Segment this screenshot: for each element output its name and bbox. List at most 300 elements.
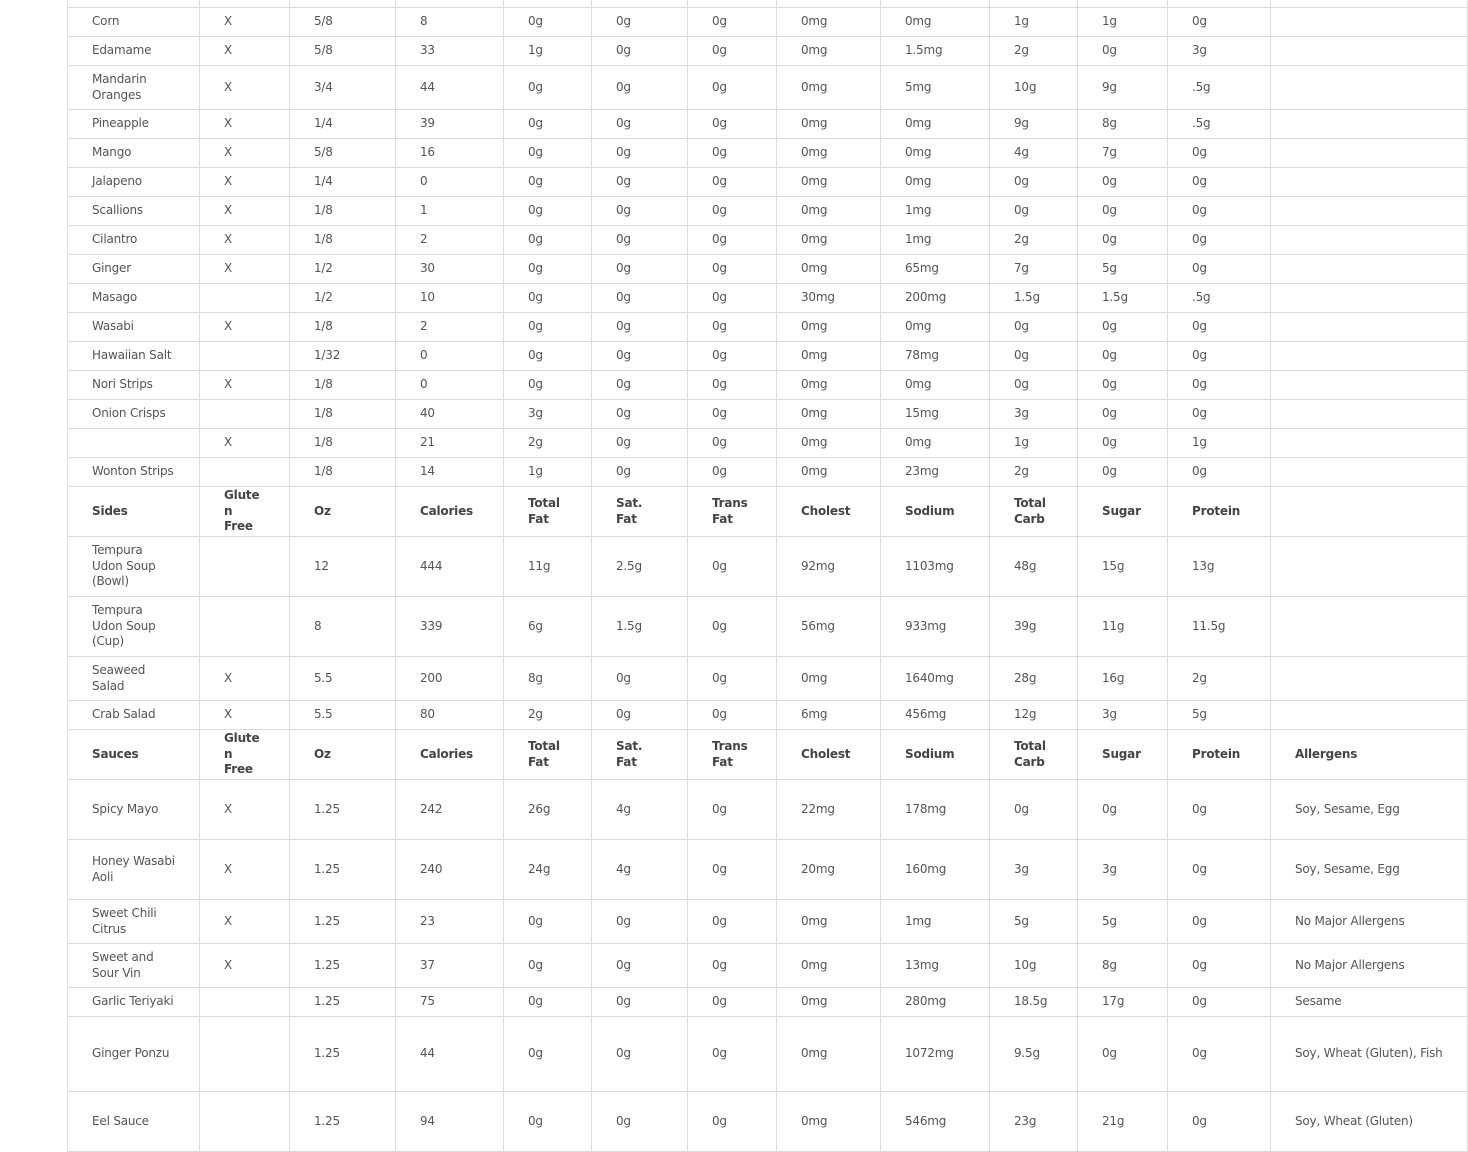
sat-fat-cell: 0g xyxy=(592,1092,688,1152)
gluten-free-cell xyxy=(200,342,290,371)
table-row xyxy=(68,597,1468,657)
cholesterol-cell: 30mg xyxy=(777,284,881,313)
total-carb-cell: 1g xyxy=(990,429,1078,458)
table-row xyxy=(68,313,1468,342)
item-name-cell: Nori Strips xyxy=(68,371,200,400)
table-row xyxy=(68,1017,1468,1092)
trans-fat-cell: 0g xyxy=(688,168,777,197)
sugar-cell: 0g xyxy=(1078,458,1168,487)
item-name-cell: Ginger Ponzu xyxy=(68,1017,200,1092)
sugar-cell: 0g xyxy=(1078,429,1168,458)
allergens-cell: Soy, Sesame, Egg xyxy=(1271,780,1468,840)
sugar-cell: 8g xyxy=(1078,110,1168,139)
calories-cell: 40 xyxy=(396,400,504,429)
trans-fat-cell: 0g xyxy=(688,840,777,900)
allergens-cell: Sesame xyxy=(1271,988,1468,1017)
cholesterol-cell: 0mg xyxy=(777,110,881,139)
trans-fat-cell: 0g xyxy=(688,537,777,597)
sugar-cell: 9g xyxy=(1078,66,1168,110)
total-fat-cell: 26g xyxy=(504,780,592,840)
trans-fat-cell: 0g xyxy=(688,342,777,371)
oz-cell: 1/2 xyxy=(290,284,396,313)
total-carb-cell: 2g xyxy=(990,37,1078,66)
trans-fat-cell: 0g xyxy=(688,371,777,400)
total-fat-cell: 0g xyxy=(504,313,592,342)
allergens-cell xyxy=(1271,8,1468,37)
oz-cell: 1.25 xyxy=(290,944,396,988)
cholesterol-cell: 0mg xyxy=(777,1092,881,1152)
sat-fat-cell: 1.5g xyxy=(592,597,688,657)
table-row xyxy=(68,537,1468,597)
sat-fat-cell: 0g xyxy=(592,255,688,284)
protein-cell: 13g xyxy=(1168,537,1271,597)
oz-cell: 1/8 xyxy=(290,313,396,342)
allergens-cell xyxy=(1271,255,1468,284)
sodium-cell: 0mg xyxy=(881,371,990,400)
cholesterol-cell: 22mg xyxy=(777,780,881,840)
item-name-cell: Crab Salad xyxy=(68,701,200,730)
total-carb-cell: 0g xyxy=(990,342,1078,371)
trans-fat-cell: 0g xyxy=(688,66,777,110)
sat-fat-cell: 0g xyxy=(592,66,688,110)
sugar-cell xyxy=(1078,0,1168,8)
calories-cell xyxy=(396,0,504,8)
sodium-cell: 1.5mg xyxy=(881,37,990,66)
oz-cell: 3/4 xyxy=(290,66,396,110)
oz-cell: 1/32 xyxy=(290,342,396,371)
cholesterol-cell: 0mg xyxy=(777,458,881,487)
sodium-cell: 5mg xyxy=(881,66,990,110)
sugar-cell: 1g xyxy=(1078,8,1168,37)
gluten-free-cell: X xyxy=(200,255,290,284)
table-row xyxy=(68,197,1468,226)
protein-cell: 0g xyxy=(1168,342,1271,371)
sodium-cell: 1mg xyxy=(881,226,990,255)
item-name-cell: Tempura Udon Soup (Cup) xyxy=(68,597,200,657)
gluten-free-cell: X xyxy=(200,37,290,66)
calories-cell: 10 xyxy=(396,284,504,313)
oz-cell: 1/8 xyxy=(290,429,396,458)
gluten-free-cell xyxy=(200,0,290,8)
total-carb-cell: 10g xyxy=(990,66,1078,110)
sugar-cell: 0g xyxy=(1078,342,1168,371)
nutrition-table-wrapper xyxy=(67,0,1467,1152)
sodium-cell: 78mg xyxy=(881,342,990,371)
cholesterol-cell: 0mg xyxy=(777,37,881,66)
protein-cell: 0g xyxy=(1168,944,1271,988)
cholesterol-cell: 0mg xyxy=(777,988,881,1017)
total-fat-cell: 0g xyxy=(504,988,592,1017)
nutrition-table xyxy=(67,0,1468,1152)
total-carb-cell: 7g xyxy=(990,255,1078,284)
protein-cell: 0g xyxy=(1168,197,1271,226)
item-name-cell: Sweet Chili Citrus xyxy=(68,900,200,944)
cholesterol-cell: 0mg xyxy=(777,429,881,458)
protein-cell: 0g xyxy=(1168,400,1271,429)
table-row xyxy=(68,66,1468,110)
sugar-cell: 0g xyxy=(1078,400,1168,429)
trans-fat-cell: 0g xyxy=(688,139,777,168)
sugar-cell: 0g xyxy=(1078,226,1168,255)
total-carb-cell: 3g xyxy=(990,840,1078,900)
item-name-cell xyxy=(68,0,200,8)
cholesterol-cell: 0mg xyxy=(777,139,881,168)
trans-fat-cell: 0g xyxy=(688,701,777,730)
item-name-cell: Garlic Teriyaki xyxy=(68,988,200,1017)
oz-cell: 1/2 xyxy=(290,255,396,284)
oz-cell: 5.5 xyxy=(290,657,396,701)
sat-fat-cell: 0g xyxy=(592,342,688,371)
sugar-cell: 3g xyxy=(1078,840,1168,900)
protein-cell: 0g xyxy=(1168,8,1271,37)
item-name-cell: Wonton Strips xyxy=(68,458,200,487)
item-name-cell: Honey Wasabi Aoli xyxy=(68,840,200,900)
column-header-allergens xyxy=(1271,487,1468,537)
sat-fat-cell: 0g xyxy=(592,944,688,988)
calories-cell: 21 xyxy=(396,429,504,458)
item-name-cell: Spicy Mayo xyxy=(68,780,200,840)
sat-fat-cell: 0g xyxy=(592,226,688,255)
total-carb-cell: 4g xyxy=(990,139,1078,168)
sat-fat-cell: 0g xyxy=(592,168,688,197)
trans-fat-cell: 0g xyxy=(688,284,777,313)
total-carb-cell: 0g xyxy=(990,168,1078,197)
sodium-cell: 933mg xyxy=(881,597,990,657)
sugar-cell: 3g xyxy=(1078,701,1168,730)
total-fat-cell: 0g xyxy=(504,168,592,197)
calories-cell: 16 xyxy=(396,139,504,168)
protein-cell: 0g xyxy=(1168,988,1271,1017)
column-header-protein: Protein xyxy=(1168,730,1271,780)
table-row xyxy=(68,342,1468,371)
item-name-cell: Wasabi xyxy=(68,313,200,342)
cholesterol-cell: 0mg xyxy=(777,400,881,429)
oz-cell: 1.25 xyxy=(290,1017,396,1092)
protein-cell: .5g xyxy=(1168,284,1271,313)
cholesterol-cell: 0mg xyxy=(777,197,881,226)
sugar-cell: 21g xyxy=(1078,1092,1168,1152)
total-carb-cell xyxy=(990,0,1078,8)
protein-cell: 0g xyxy=(1168,226,1271,255)
sugar-cell: 8g xyxy=(1078,944,1168,988)
trans-fat-cell: 0g xyxy=(688,37,777,66)
calories-cell: 2 xyxy=(396,226,504,255)
sodium-cell: 280mg xyxy=(881,988,990,1017)
sugar-cell: 5g xyxy=(1078,255,1168,284)
sodium-cell: 13mg xyxy=(881,944,990,988)
total-fat-cell: 0g xyxy=(504,255,592,284)
gluten-free-cell: X xyxy=(200,197,290,226)
sat-fat-cell: 2.5g xyxy=(592,537,688,597)
protein-cell: 0g xyxy=(1168,458,1271,487)
trans-fat-cell: 0g xyxy=(688,110,777,139)
total-fat-cell: 1g xyxy=(504,458,592,487)
sodium-cell: 1mg xyxy=(881,197,990,226)
sodium-cell: 0mg xyxy=(881,110,990,139)
total-fat-cell xyxy=(504,0,592,8)
oz-cell: 1.25 xyxy=(290,1092,396,1152)
sugar-cell: 0g xyxy=(1078,371,1168,400)
item-name-cell: Mandarin Oranges xyxy=(68,66,200,110)
column-header-protein: Protein xyxy=(1168,487,1271,537)
cholesterol-cell: 0mg xyxy=(777,226,881,255)
total-carb-cell: 48g xyxy=(990,537,1078,597)
column-header-trans-fat: Trans Fat xyxy=(688,730,777,780)
cholesterol-cell: 56mg xyxy=(777,597,881,657)
total-carb-cell: 1g xyxy=(990,8,1078,37)
sodium-cell: 178mg xyxy=(881,780,990,840)
gluten-free-cell xyxy=(200,458,290,487)
allergens-cell xyxy=(1271,110,1468,139)
sodium-cell: 1103mg xyxy=(881,537,990,597)
gluten-free-cell: X xyxy=(200,8,290,37)
column-header-item-name: Sauces xyxy=(68,730,200,780)
trans-fat-cell: 0g xyxy=(688,944,777,988)
column-header-cholesterol: Cholest xyxy=(777,730,881,780)
item-name-cell: Seaweed Salad xyxy=(68,657,200,701)
total-fat-cell: 0g xyxy=(504,1017,592,1092)
gluten-free-cell: X xyxy=(200,657,290,701)
cholesterol-cell: 0mg xyxy=(777,8,881,37)
total-fat-cell: 0g xyxy=(504,110,592,139)
calories-cell: 39 xyxy=(396,110,504,139)
sugar-cell: 7g xyxy=(1078,139,1168,168)
gluten-free-cell xyxy=(200,537,290,597)
total-carb-cell: 39g xyxy=(990,597,1078,657)
sodium-cell: 200mg xyxy=(881,284,990,313)
item-name-cell: Cilantro xyxy=(68,226,200,255)
table-row xyxy=(68,458,1468,487)
cholesterol-cell: 0mg xyxy=(777,313,881,342)
oz-cell: 1/4 xyxy=(290,168,396,197)
protein-cell: 0g xyxy=(1168,900,1271,944)
cholesterol-cell: 0mg xyxy=(777,255,881,284)
total-carb-cell: 5g xyxy=(990,900,1078,944)
column-header-total-fat: Total Fat xyxy=(504,730,592,780)
gluten-free-cell xyxy=(200,597,290,657)
item-name-cell: Masago xyxy=(68,284,200,313)
column-header-sodium: Sodium xyxy=(881,487,990,537)
item-name-cell: Pineapple xyxy=(68,110,200,139)
gluten-free-cell: X xyxy=(200,313,290,342)
column-header-oz: Oz xyxy=(290,730,396,780)
protein-cell: 0g xyxy=(1168,1017,1271,1092)
gluten-free-cell: X xyxy=(200,168,290,197)
protein-cell: 3g xyxy=(1168,37,1271,66)
sugar-cell: 0g xyxy=(1078,168,1168,197)
table-row xyxy=(68,944,1468,988)
cholesterol-cell: 0mg xyxy=(777,371,881,400)
item-name-cell: Scallions xyxy=(68,197,200,226)
gluten-free-cell: X xyxy=(200,66,290,110)
sat-fat-cell: 0g xyxy=(592,313,688,342)
table-row xyxy=(68,110,1468,139)
protein-cell: 0g xyxy=(1168,139,1271,168)
total-carb-cell: 3g xyxy=(990,400,1078,429)
total-fat-cell: 0g xyxy=(504,139,592,168)
protein-cell xyxy=(1168,0,1271,8)
sat-fat-cell: 0g xyxy=(592,988,688,1017)
column-header-calories: Calories xyxy=(396,730,504,780)
gluten-free-cell: X xyxy=(200,110,290,139)
sodium-cell: 1072mg xyxy=(881,1017,990,1092)
table-row xyxy=(68,900,1468,944)
sodium-cell: 0mg xyxy=(881,168,990,197)
sat-fat-cell xyxy=(592,0,688,8)
sat-fat-cell: 0g xyxy=(592,139,688,168)
trans-fat-cell: 0g xyxy=(688,657,777,701)
calories-cell: 23 xyxy=(396,900,504,944)
total-fat-cell: 2g xyxy=(504,701,592,730)
total-carb-cell: 12g xyxy=(990,701,1078,730)
gluten-free-cell: X xyxy=(200,139,290,168)
oz-cell: 1.25 xyxy=(290,780,396,840)
trans-fat-cell: 0g xyxy=(688,900,777,944)
total-carb-cell: 28g xyxy=(990,657,1078,701)
cholesterol-cell: 0mg xyxy=(777,66,881,110)
protein-cell: 1g xyxy=(1168,429,1271,458)
table-row xyxy=(68,840,1468,900)
total-fat-cell: 11g xyxy=(504,537,592,597)
gluten-free-cell: X xyxy=(200,226,290,255)
table-row xyxy=(68,780,1468,840)
allergens-cell xyxy=(1271,458,1468,487)
protein-cell: 2g xyxy=(1168,657,1271,701)
oz-cell: 1.25 xyxy=(290,988,396,1017)
item-name-cell: Eel Sauce xyxy=(68,1092,200,1152)
sugar-cell: 0g xyxy=(1078,197,1168,226)
sat-fat-cell: 0g xyxy=(592,371,688,400)
sugar-cell: 0g xyxy=(1078,313,1168,342)
column-header-item-name: Sides xyxy=(68,487,200,537)
allergens-cell: Soy, Sesame, Egg xyxy=(1271,840,1468,900)
table-row xyxy=(68,657,1468,701)
oz-cell: 5.5 xyxy=(290,701,396,730)
total-fat-cell: 6g xyxy=(504,597,592,657)
total-fat-cell: 0g xyxy=(504,226,592,255)
calories-cell: 2 xyxy=(396,313,504,342)
calories-cell: 75 xyxy=(396,988,504,1017)
section-header-row xyxy=(68,730,1468,780)
allergens-cell xyxy=(1271,657,1468,701)
trans-fat-cell: 0g xyxy=(688,8,777,37)
allergens-cell xyxy=(1271,701,1468,730)
sodium-cell: 0mg xyxy=(881,429,990,458)
protein-cell: 5g xyxy=(1168,701,1271,730)
column-header-total-fat: Total Fat xyxy=(504,487,592,537)
trans-fat-cell: 0g xyxy=(688,255,777,284)
calories-cell: 242 xyxy=(396,780,504,840)
total-fat-cell: 0g xyxy=(504,1092,592,1152)
total-fat-cell: 8g xyxy=(504,657,592,701)
table-row xyxy=(68,988,1468,1017)
item-name-cell: Ginger xyxy=(68,255,200,284)
table-row xyxy=(68,1092,1468,1152)
sugar-cell: 5g xyxy=(1078,900,1168,944)
allergens-cell xyxy=(1271,313,1468,342)
item-name-cell: Hawaiian Salt xyxy=(68,342,200,371)
column-header-total-carb: Total Carb xyxy=(990,487,1078,537)
sat-fat-cell: 0g xyxy=(592,284,688,313)
sugar-cell: 17g xyxy=(1078,988,1168,1017)
sat-fat-cell: 0g xyxy=(592,429,688,458)
column-header-cholesterol: Cholest xyxy=(777,487,881,537)
total-fat-cell: 0g xyxy=(504,371,592,400)
gluten-free-cell xyxy=(200,1092,290,1152)
table-row xyxy=(68,255,1468,284)
sat-fat-cell: 0g xyxy=(592,110,688,139)
allergens-cell xyxy=(1271,66,1468,110)
sodium-cell: 15mg xyxy=(881,400,990,429)
table-row xyxy=(68,37,1468,66)
total-fat-cell: 0g xyxy=(504,900,592,944)
table-row xyxy=(68,0,1468,8)
item-name-cell: Mango xyxy=(68,139,200,168)
table-row xyxy=(68,168,1468,197)
calories-cell: 8 xyxy=(396,8,504,37)
column-header-gluten-free: Gluten Free xyxy=(200,487,290,537)
gluten-free-cell: X xyxy=(200,780,290,840)
calories-cell: 0 xyxy=(396,168,504,197)
sodium-cell: 0mg xyxy=(881,313,990,342)
gluten-free-cell xyxy=(200,284,290,313)
total-carb-cell: 18.5g xyxy=(990,988,1078,1017)
sodium-cell xyxy=(881,0,990,8)
calories-cell: 44 xyxy=(396,1017,504,1092)
table-row xyxy=(68,139,1468,168)
total-carb-cell: 9g xyxy=(990,110,1078,139)
protein-cell: 0g xyxy=(1168,313,1271,342)
allergens-cell xyxy=(1271,429,1468,458)
trans-fat-cell: 0g xyxy=(688,197,777,226)
total-fat-cell: 1g xyxy=(504,37,592,66)
allergens-cell xyxy=(1271,400,1468,429)
calories-cell: 0 xyxy=(396,342,504,371)
cholesterol-cell: 6mg xyxy=(777,701,881,730)
sat-fat-cell: 0g xyxy=(592,657,688,701)
trans-fat-cell: 0g xyxy=(688,226,777,255)
column-header-gluten-free: Gluten Free xyxy=(200,730,290,780)
cholesterol-cell: 92mg xyxy=(777,537,881,597)
total-carb-cell: 10g xyxy=(990,944,1078,988)
total-fat-cell: 24g xyxy=(504,840,592,900)
allergens-cell xyxy=(1271,342,1468,371)
column-header-allergens: Allergens xyxy=(1271,730,1468,780)
total-fat-cell: 0g xyxy=(504,944,592,988)
section-header-row xyxy=(68,487,1468,537)
calories-cell: 80 xyxy=(396,701,504,730)
sat-fat-cell: 0g xyxy=(592,8,688,37)
calories-cell: 1 xyxy=(396,197,504,226)
sodium-cell: 546mg xyxy=(881,1092,990,1152)
sugar-cell: 15g xyxy=(1078,537,1168,597)
sugar-cell: 0g xyxy=(1078,1017,1168,1092)
column-header-trans-fat: Trans Fat xyxy=(688,487,777,537)
cholesterol-cell: 20mg xyxy=(777,840,881,900)
gluten-free-cell: X xyxy=(200,900,290,944)
allergens-cell xyxy=(1271,226,1468,255)
cholesterol-cell: 0mg xyxy=(777,342,881,371)
allergens-cell: Soy, Wheat (Gluten) xyxy=(1271,1092,1468,1152)
sat-fat-cell: 0g xyxy=(592,400,688,429)
sat-fat-cell: 0g xyxy=(592,701,688,730)
allergens-cell xyxy=(1271,139,1468,168)
protein-cell: .5g xyxy=(1168,66,1271,110)
oz-cell: 1/4 xyxy=(290,110,396,139)
protein-cell: .5g xyxy=(1168,110,1271,139)
trans-fat-cell: 0g xyxy=(688,597,777,657)
item-name-cell: Tempura Udon Soup (Bowl) xyxy=(68,537,200,597)
